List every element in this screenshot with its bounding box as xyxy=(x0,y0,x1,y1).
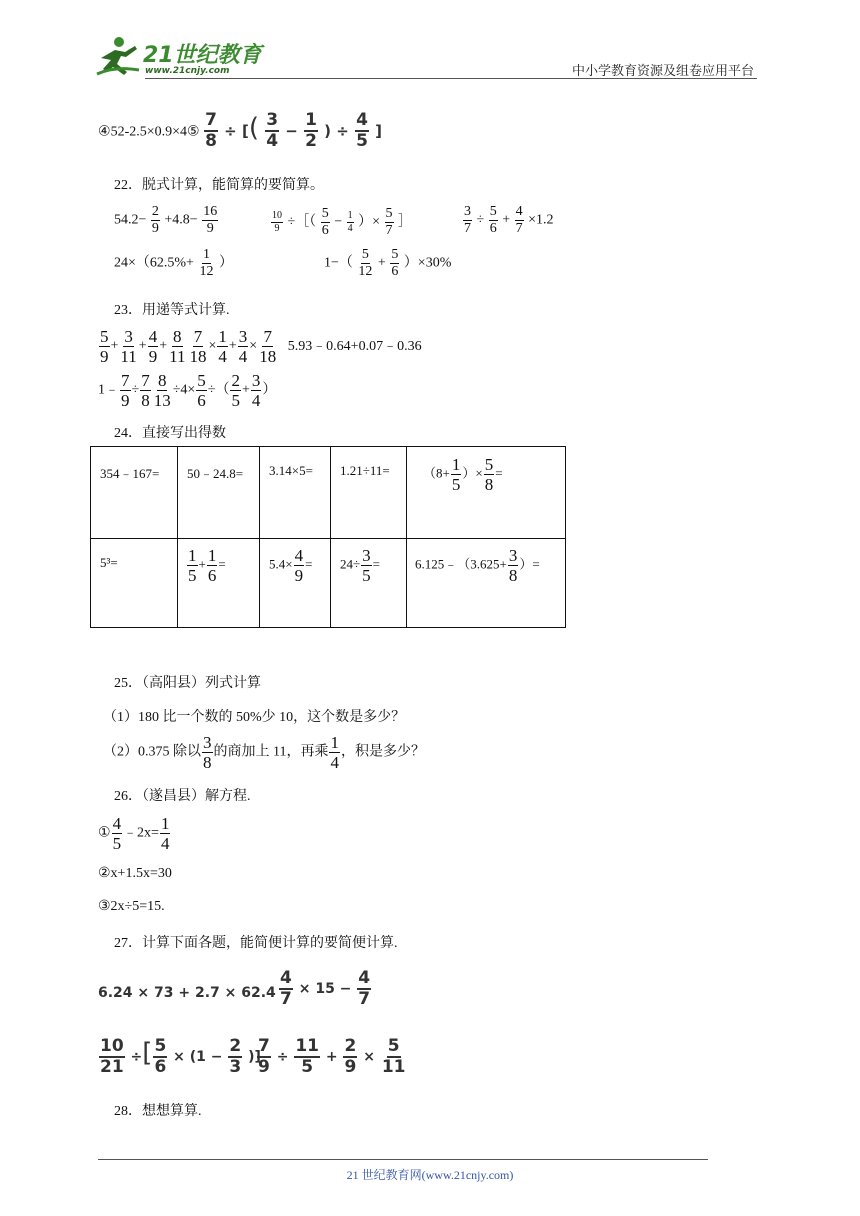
q22-expr-3: $\frac{3}{7}$ ÷ $\frac{5}{6}$ + $\frac{4}{7}$ ×1.2 xyxy=(464,204,554,236)
q28-title: 28．想想算算. xyxy=(114,1104,202,1119)
q22-expr-5: 1−（ $\frac{5}{12}$ + $\frac{5}{6}$ ）×30% xyxy=(324,247,452,279)
q22-title: 22．脱式计算，能简算的要简算。 xyxy=(114,178,324,193)
q26-title: 26．（遂昌县）解方程. xyxy=(114,789,251,804)
logo-title: 21世纪教育 xyxy=(143,43,262,68)
q22-expr-1: 54.2− $\frac{2}{9}$ +4.8− $\frac{16}{9}$ xyxy=(114,204,218,236)
q25-title: 25．（高阳县）列式计算 xyxy=(114,676,261,691)
q26-eq-2: ②x+1.5x=30 xyxy=(98,866,172,881)
footer-rule xyxy=(98,1159,708,1160)
logo xyxy=(95,36,265,78)
header-rule xyxy=(145,78,757,79)
q26-eq-3: ③2x÷5=15. xyxy=(98,899,165,914)
q23-title: 23．用递等式计算. xyxy=(114,303,230,318)
q26-eq-1: ① $\frac{4}{5}$ ﹣2x= $\frac{1}{4}$ xyxy=(98,814,170,853)
q24-title: 24．直接写出得数 xyxy=(114,426,226,441)
header-right-text: 中小学教育资源及组卷应用平台 xyxy=(571,63,754,78)
footer-text: 21 世纪教育网(www.21cnjy.com) xyxy=(346,1168,514,1182)
q24-table: 354﹣167= 50﹣24.8= 3.14×5= 1.21÷11= （8+ $\frac{1}{5}$ ）× $\frac{5}{8}$ = 5³= $\frac{1}{5}$ + $\frac{1}{6}$ = 5.4× $\frac{4}{9}$ = 24÷ $\frac{3}{5}$ = 6.125﹣（3.625+ $\frac{3}{8}$ ）= xyxy=(90,446,566,628)
q22-expr-4: 24×（62.5%+ $\frac{1}{12}$ ） xyxy=(114,247,233,279)
q25-part-2: （2）0.375 除以 $\frac{3}{8}$ 的商加上 11，再乘 $\frac{1}{4}$ ，积是多少？ xyxy=(103,733,425,772)
q27-title: 27．计算下面各题，能简便计算的要简便计算. xyxy=(114,936,398,951)
q27-expr-4: $\frac{7}{9}$ ÷ $\frac{11}{5}$ + $\frac{2}{9}$ × $\frac{5}{11}$ xyxy=(258,1036,406,1077)
logo-url: www.21cnjy.com xyxy=(145,66,230,76)
q22-expr-2: $\frac{10}{9}$ ÷［（ $\frac{5}{6}$ − $\frac{1}{4}$ ）× $\frac{5}{7}$ ］ xyxy=(272,206,412,238)
q25-part-1: （1）180 比一个数的 50%少 10，这个数是多少？ xyxy=(103,710,406,725)
q21-expression-line: ④52-2.5×0.9×4⑤ $\frac{7}{8}$ ÷ [( $\frac{3}{4}$ − $\frac{1}{2}$ ) ÷ $\frac{4}{5}$ ] xyxy=(98,110,382,151)
q23-line-2: 1﹣ $\frac{7}{9}$ ÷ $\frac{7}{8}$ $\frac{8}{13}$ ÷4× $\frac{5}{6}$ ÷（ $\frac{2}{5}$ + $\frac{3}{4}$ ） xyxy=(98,371,277,410)
q27-expr-3: $\frac{10}{21}$ ÷[ $\frac{5}{6}$ × (1 − $\frac{2}{3}$ )] xyxy=(100,1036,261,1077)
q27-expr-2: $\frac{4}{7}$ × 15 − $\frac{4}{7}$ xyxy=(280,968,371,1009)
q23-line-1: $\frac{5}{9}$ + $\frac{3}{11}$ + $\frac{4}{9}$ + $\frac{8}{11}$ $\frac{7}{18}$ × $\frac{1}{4}$ + $\frac{3}{4}$ × $\frac{7}{18}$ 5.93﹣0.64+0.07﹣0.36 xyxy=(100,327,422,366)
runner-logo-icon xyxy=(95,36,141,76)
q27-expr-1: 6.24 × 73 + 2.7 × 62.4 xyxy=(98,985,276,1001)
